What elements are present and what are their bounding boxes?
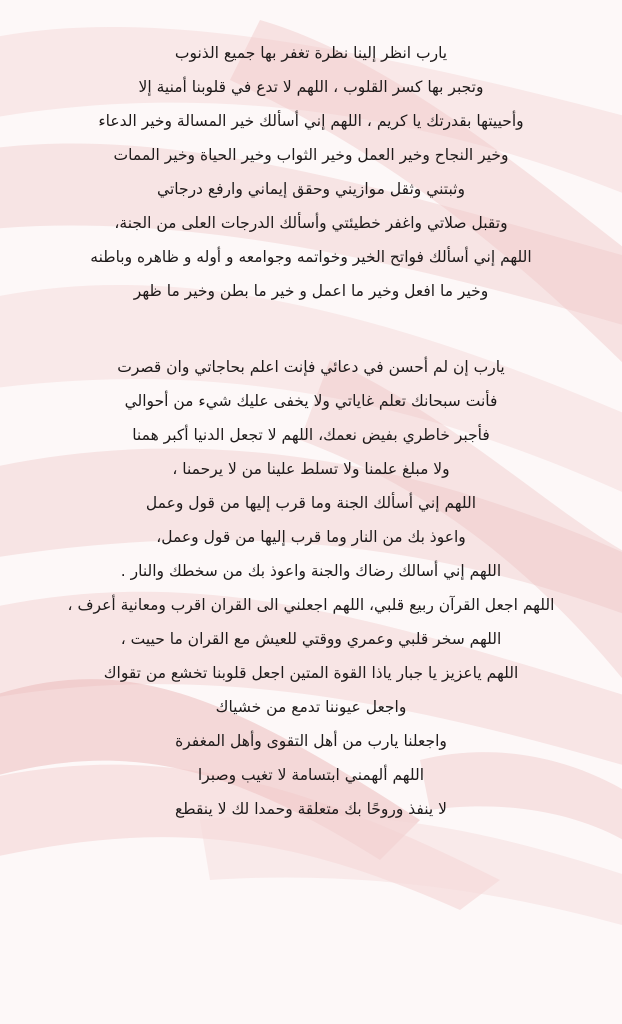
text-line: اللهم ألهمني ابتسامة لا تغيب وصبرا (197, 766, 425, 784)
text-line: وخير النجاح وخير العمل وخير الثواب وخير الحياة وخير الممات (113, 146, 509, 164)
text-line: اللهم إني أسألك الجنة وما قرب إليها من قول وعمل (145, 494, 477, 512)
text-line: ولا مبلغ علمنا ولا تسلط علينا من لا يرحمنا ، (172, 460, 450, 478)
paragraph-spacer (40, 308, 582, 350)
text-line: اللهم إني أسألك فواتح الخير وخواتمه وجوامعه و أوله و ظاهره وباطنه (90, 248, 532, 266)
text-line: اللهم سخر قلبي وعمري ووقتي للعيش مع القران ما حييت ، (120, 630, 502, 648)
paragraph-1 (40, 36, 582, 308)
dua-text (40, 36, 582, 826)
text-line: وتقبل صلاتي واغفر خطيئتي وأسألك الدرجات العلى من الجنة، (114, 214, 508, 232)
text-line: اللهم إني أسالك رضاك والجنة واعوذ بك من سخطك والنار . (120, 562, 502, 580)
text-line: اللهم ياعزيز يا جبار ياذا القوة المتين اجعل قلوبنا تخشع من تقواك (103, 664, 519, 682)
paragraph-2 (40, 350, 582, 826)
text-line: واجعلنا يارب من أهل التقوى وأهل المغفرة (175, 732, 447, 750)
text-line: يارب إن لم أحسن في دعائي فإنت اعلم بحاجاتي وان قصرت (117, 358, 505, 376)
text-line: واعوذ بك من النار وما قرب إليها من قول وعمل، (156, 528, 466, 546)
text-line: وثبتني وثقل موازيني وحقق إيماني وارفع درجاتي (157, 180, 465, 198)
text-line: واجعل عيوننا تدمع من خشياك (215, 698, 407, 716)
text-line: فأجبر خاطري بفيض نعمك، اللهم لا تجعل الدنيا أكبر همنا (132, 426, 490, 444)
text-line: وأحييتها بقدرتك يا كريم ، اللهم إني أسألك خير المسالة وخير الدعاء (98, 112, 524, 130)
text-line: لا ينفذ وروحًا بك متعلقة وحمدا لك لا ينقطع (175, 800, 447, 818)
text-line: فأنت سبحانك تعلم غاياتي ولا يخفى عليك شيء من أحوالي (124, 392, 498, 410)
text-line: وخير ما افعل وخير ما اعمل و خير ما بطن وخير ما ظهر (133, 282, 489, 300)
text-line: يارب انظر إلينا نظرة تغفر بها جميع الذنوب (174, 44, 448, 62)
text-line: وتجبر بها كسر القلوب ، اللهم لا تدع في قلوبنا أمنية إلا (138, 78, 484, 96)
text-line: اللهم اجعل القرآن ربيع قلبي، اللهم اجعلني الى القران اقرب ومعانية أعرف ، (67, 596, 555, 614)
